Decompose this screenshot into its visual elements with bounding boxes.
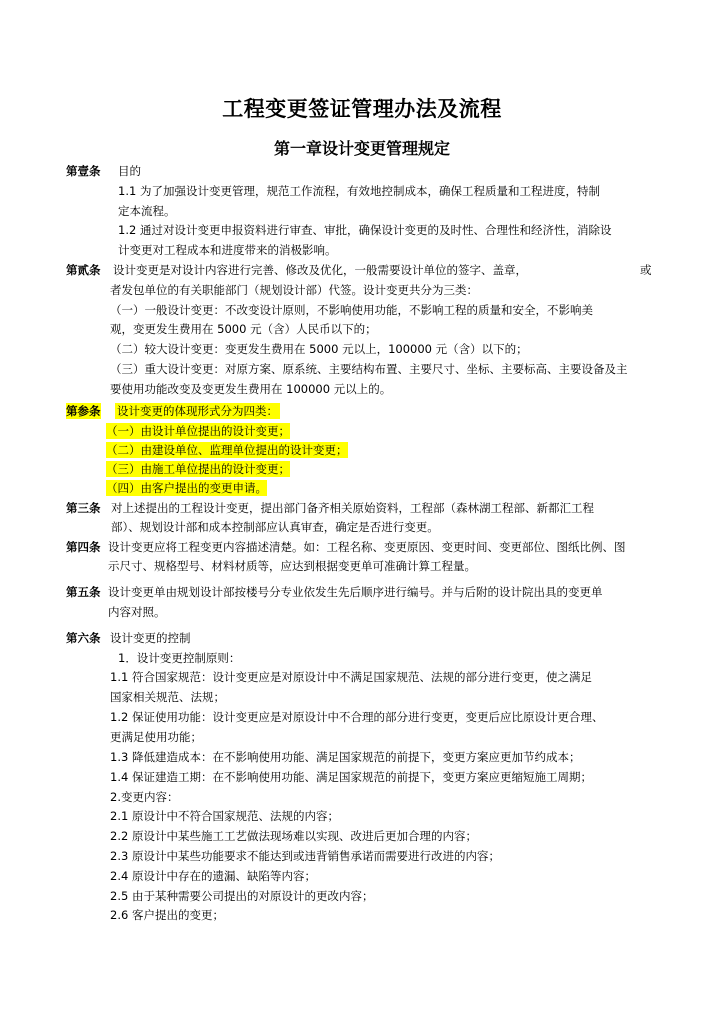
paragraph-line: 2.2 原设计中某些施工工艺做法现场难以实现、改进后更加合理的内容；	[110, 829, 477, 843]
article-label: 第三条	[66, 501, 101, 515]
paragraph-line: 计变更对工程成本和进度带来的消极影响。	[118, 243, 337, 257]
paragraph-line: 国家相关规范、法规；	[110, 690, 225, 704]
highlighted-line: （二）由建设单位、监理单位提出的设计变更；	[106, 443, 348, 457]
highlighted-line: （三）由施工单位提出的设计变更；	[106, 462, 290, 476]
paragraph-line: （二）较大设计变更：变更发生费用在 5000 元以上，100000 元（含）以下的；	[110, 342, 528, 356]
paragraph-line: 1.2 保证使用功能：设计变更应是对原设计中不合理的部分进行变更，变更后应比原设计更合理、	[110, 710, 604, 724]
paragraph-line: 1.2 通过对设计变更申报资料进行审查、审批，确保设计变更的及时性、合理性和经济性，消除设	[118, 223, 612, 237]
article-text: 设计变更是对设计内容进行完善、修改及优化，一般需要设计单位的签字、盖章，	[113, 263, 527, 277]
paragraph-line: 2.5 由于某种需要公司提出的对原设计的更改内容；	[110, 889, 374, 903]
paragraph-line: 部）、规划设计部和成本控制部应认真审查，确定是否进行变更。	[111, 520, 439, 534]
paragraph-line: 2.3 原设计中某些功能要求不能达到或违背销售承诺而需要进行改进的内容；	[110, 849, 500, 863]
paragraph-line: 内容对照。	[108, 605, 166, 619]
highlighted-line: （四）由客户提出的变更申请。	[106, 481, 267, 495]
article-text: 设计变更单由规划设计部按楼号分专业依发生先后顺序进行编号。并与后附的设计院出具的变更单	[108, 585, 603, 599]
paragraph-line: 1．设计变更控制原则：	[118, 651, 241, 665]
article-label: 第五条	[66, 585, 101, 599]
paragraph-line: 观，变更发生费用在 5000 元（含）人民币以下的；	[110, 322, 377, 336]
document-title: 工程变更签证管理办法及流程	[222, 97, 502, 121]
paragraph-fragment: 或	[640, 263, 652, 277]
paragraph-line: 2.1 原设计中不符合国家规范、法规的内容；	[110, 809, 339, 823]
paragraph-line: 2.4 原设计中存在的遗漏、缺陷等内容；	[110, 869, 316, 883]
article-text: 设计变更的体现形式分为四类：	[117, 404, 278, 418]
paragraph-line: 要使用功能改变及变更发生费用在 100000 元以上的。	[110, 382, 392, 396]
article-text: 对上述提出的工程设计变更，提出部门备齐相关原始资料，工程部（森林湖工程部、新都汇工程	[111, 501, 594, 515]
paragraph-line: 更满足使用功能；	[110, 730, 202, 744]
article-label: 第六条	[66, 631, 101, 645]
paragraph-line: 1.1 为了加强设计变更管理，规范工作流程，有效地控制成本，确保工程质量和工程进度，特制	[118, 184, 600, 198]
paragraph-line: 1.4 保证建造工期：在不影响使用功能、满足国家规范的前提下，变更方案应更缩短施工周期；	[110, 770, 592, 784]
paragraph-line: 2.变更内容：	[110, 790, 179, 804]
article-label: 第壹条	[66, 164, 101, 178]
chapter-heading: 第一章设计变更管理规定	[273, 139, 450, 158]
paragraph-line: 2.6 客户提出的变更；	[110, 908, 224, 922]
paragraph-line: 示尺寸、规格型号、材料材质等，应达到根据变更单可准确计算工程量。	[108, 559, 476, 573]
article-text: 设计变更的控制	[110, 631, 191, 645]
article-text: 目的	[118, 164, 141, 178]
paragraph-line: （一）一般设计变更：不改变设计原则，不影响使用功能，不影响工程的质量和安全，不影响美	[110, 303, 593, 317]
paragraph-line: 定本流程。	[118, 204, 176, 218]
paragraph-line: （三）重大设计变更：对原方案、原系统、主要结构布置、主要尺寸、坐标、主要标高、主要设备及主	[110, 362, 628, 376]
article-label: 第贰条	[66, 263, 101, 277]
paragraph-line: 1.3 降低建造成本：在不影响使用功能、满足国家规范的前提下，变更方案应更加节约成本；	[110, 750, 581, 764]
paragraph-line: 者发包单位的有关职能部门（规划设计部）代签。设计变更共分为三类：	[110, 283, 478, 297]
article-label: 第参条	[66, 404, 101, 418]
paragraph-line: 1.1 符合国家规范：设计变更应是对原设计中不满足国家规范、法规的部分进行变更，使之满足	[110, 670, 592, 684]
highlighted-line: （一）由设计单位提出的设计变更；	[106, 424, 290, 438]
article-label: 第四条	[66, 540, 101, 554]
article-text: 设计变更应将工程变更内容描述清楚。如：工程名称、变更原因、变更时间、变更部位、图纸比例、图	[108, 540, 626, 554]
